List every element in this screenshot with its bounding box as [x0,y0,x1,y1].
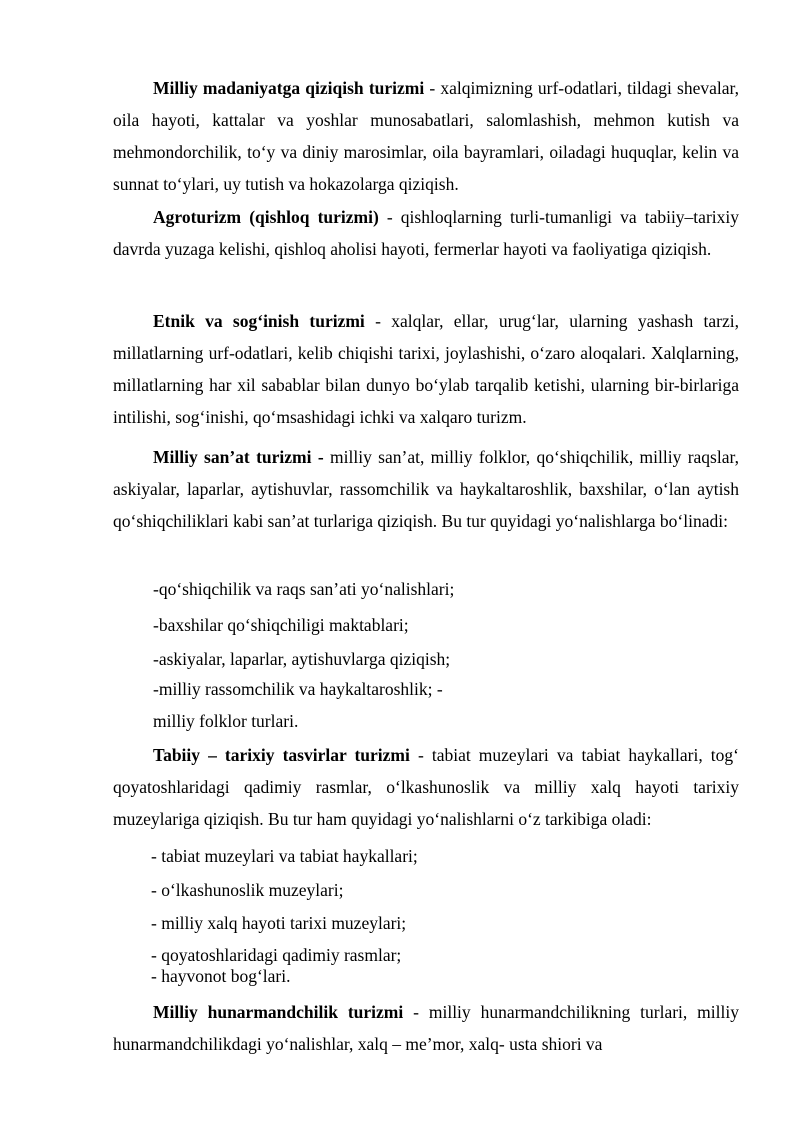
paragraph-etnik [113,305,739,433]
list-item: -askiyalar, laparlar, aytishuvlarga qiziqish; [153,649,451,669]
definition-etnik: xalqlar, ellar, urug‘lar, ularning yashash tarzi, millatlarning urf-odatlari, kelib chiqishi tarixi, joylashishi, o‘zaro aloqalari. Xalqlarning, millatlarning har xil sabablar bilan dunyo bo‘ylab tarqalib ketishi, ularning bir-birlariga intilishi, sog‘inishi, qo‘msashidagi ichki va xalqaro turizm. [113,311,739,427]
list-item: - qoyatoshlaridagi qadimiy rasmlar; [151,945,402,965]
list-item: milliy folklor turlari. [153,711,299,731]
paragraph-agroturizm [113,201,739,265]
term-agroturizm: Agroturizm (qishloq turizmi) [153,207,379,227]
term-milliy-madaniyat: Milliy madaniyatga qiziqish turizmi [153,78,425,98]
definition-milliy-sanat: milliy san’at, milliy folklor, qo‘shiqchilik, milliy raqslar, askiyalar, laparlar, aytishuvlar, rassomchilik va haykaltaroshlik, baxshilar, o‘lan aytish qo‘shiqchiliklari kabi san’at turlariga qiziqish. Bu tur quyidagi yo‘nalishlarga bo‘linadi: [113,447,739,531]
separator: - [364,311,392,331]
paragraph-milliy-madaniyat [113,72,739,200]
paragraph-tabiiy-tarixiy [113,739,739,835]
separator: - [378,207,401,227]
separator: - [424,78,441,98]
list-item: - hayvonot bog‘lari. [151,966,291,986]
list-item: -qo‘shiqchilik va raqs san’ati yo‘nalishlari; [153,579,455,599]
list-item: - milliy xalq hayoti tarixi muzeylari; [151,913,407,933]
definition-milliy-madaniyat: xalqimizning urf-odatlari, tildagi shevalar, oila hayoti, kattalar va yoshlar munosabatlari, salomlashish, mehmon kutish va mehmondorchilik, to‘y va diniy marosimlar, oila bayramlari, oiladagi huquqlar, kelin va sunnat to‘ylari, uy tutish va hokazolarga qiziqish. [113,78,739,194]
term-tabiiy-tarixiy: Tabiiy – tarixiy tasvirlar turizmi [153,745,410,765]
list-item: - o‘lkashunoslik muzeylari; [151,880,344,900]
list-item: - tabiat muzeylari va tabiat haykallari; [151,846,418,866]
definition-milliy-hunarmandchilik: milliy hunarmandchilikning turlari, milliy hunarmandchilikdagi yo‘nalishlar, xalq – me’mor, xalq- usta shiori va [113,1002,739,1054]
separator: - [409,745,432,765]
list-item: -milliy rassomchilik va haykaltaroshlik; - [153,679,443,699]
paragraph-milliy-hunarmandchilik [113,996,739,1060]
term-etnik: Etnik va sog‘inish turizmi [153,311,365,331]
term-milliy-hunarmandchilik: Milliy hunarmandchilik turizmi [153,1002,404,1022]
list-item: -baxshilar qo‘shiqchiligi maktablari; [153,615,409,635]
paragraph-milliy-sanat [113,441,739,537]
definition-tabiiy-tarixiy: tabiat muzeylari va tabiat haykallari, tog‘ qoyatoshlaridagi qadimiy rasmlar, o‘lkashunoslik va milliy xalq hayoti tarixiy muzeylariga qiziqish. Bu tur ham quyidagi yo‘nalishlarni o‘z tarkibiga oladi: [113,745,739,829]
separator: - [403,1002,429,1022]
definition-agroturizm: qishloqlarning turli-tumanligi va tabiiy–tarixiy davrda yuzaga kelishi, qishloq aholisi hayoti, fermerlar hayoti va faoliyatiga qiziqish. [113,207,739,259]
term-milliy-sanat: Milliy san’at turizmi - [153,447,324,467]
